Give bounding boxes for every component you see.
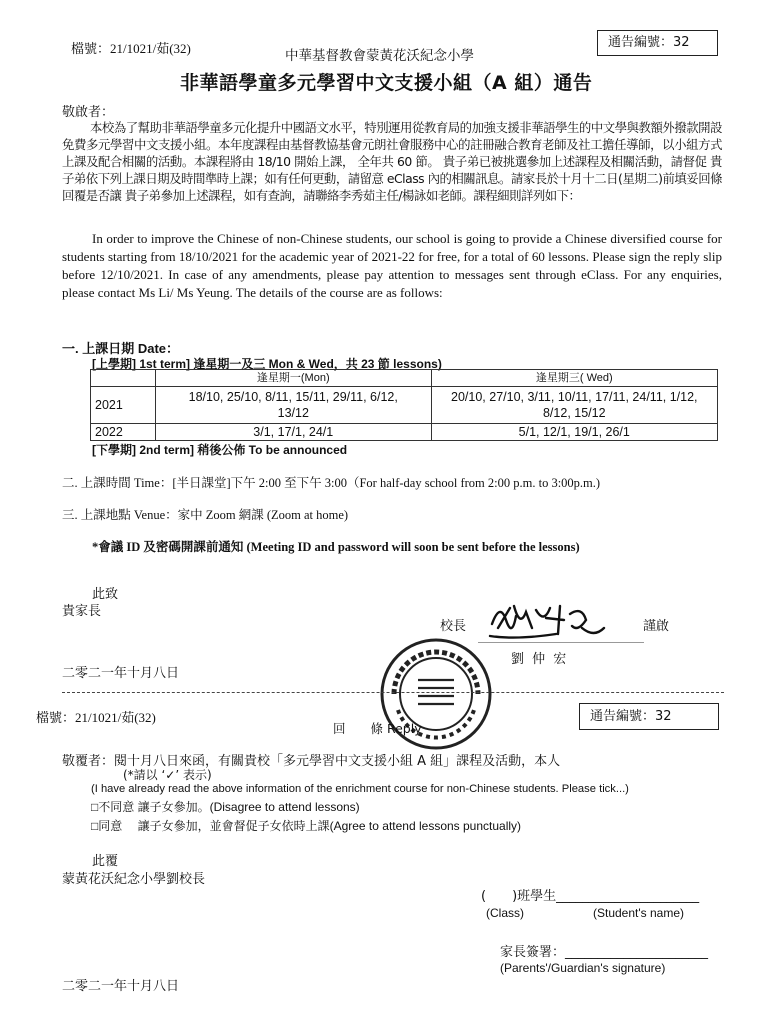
year-cell: 2021 [91,387,156,424]
closing-to-line1: 此致 [92,587,119,602]
parent-signature-field[interactable]: 家長簽署：______________________ [500,945,709,960]
section-3-heading: 三. 上課地點 Venue：家中 Zoom 網課 (Zoom at home) [62,508,349,522]
reply-file-no: 檔號：21/1021/茹(32) [36,710,156,725]
monday-dates-cell: 18/10, 25/10, 8/11, 15/11, 29/11, 6/12, 13/12 [156,387,432,424]
monday-dates-cell: 3/1, 17/1, 24/1 [156,424,432,441]
cut-line [62,692,724,693]
wednesday-dates-cell: 5/1, 12/1, 19/1, 26/1 [431,424,717,441]
english-note: (I have already read the above information of the enrichment course for non-Chinese students. Please tick...) [91,783,629,795]
tick-hint: (*請以 ‘✓’ 表示) [123,768,212,782]
notice-number: 通告編號：32 [608,35,690,50]
closing-to-line2: 貴家長 [62,604,102,619]
checkbox-disagree[interactable]: □不同意 讓子女參加。(Disagree to attend lessons) [91,800,360,814]
schedule-table [90,369,718,441]
parent-signature-label: (Parents'/Guardian's signature) [500,961,666,975]
section-1-heading: 一. 上課日期 Date： [62,341,180,356]
table-row [91,387,718,424]
class-label: (Class) [486,906,524,920]
term-2-line: [下學期] 2nd term] 稍後公佈 To be announced [92,443,348,457]
school-name: 中華基督教會蒙黃花沃紀念小學 [285,48,474,64]
header-file-no: 檔號：21/1021/茹(32) [71,41,191,56]
principal-signature [486,598,608,642]
reply-intro: 敬覆者：閱十月八日來函，有關貴校「多元學習中文支援小組 A 組」課程及活動，本人 [62,754,561,769]
body-english: In order to improve the Chinese of non-Chinese students, our school is going to provide a Chinese diversified course for students starting from 18/10/2021 for the academic year of 2021-22 for free, for a total of 60 lessons. Please sign the reply slip before 12/10/2021. In case of any amendments, please pay attention to messages sent through eClass. For any enquiries, please contact Ms Li/ Ms Yeung. The details of the course are as follows: [62,231,722,300]
monday-column-header: 逢星期一(Mon) [156,370,432,387]
checkbox-agree[interactable]: □同意 讓子女參加，並會督促子女依時上課(Agree to attend lessons punctually) [91,819,522,833]
wednesday-column-header: 逢星期三( Wed) [431,370,717,387]
signature-line [478,642,644,643]
principal-label: 校長 [440,619,467,634]
term-1-line: [上學期] 1st term] 逢星期一及三 Mon & Wed，共 23 節 lessons) [92,357,442,371]
salutation: 敬啟者： [62,105,115,120]
respect-closing: 謹啟 [643,619,670,634]
letter-date: 二零二一年十月八日 [62,666,180,681]
notice-number-box [597,30,718,56]
student-name-label: (Student's name) [593,906,685,920]
class-student-field[interactable]: ( )班學生______________________ [481,889,700,904]
meeting-note: *會議 ID 及密碼開課前通知 (Meeting ID and password will soon be sent before the lessons) [92,540,580,554]
reply-date: 二零二一年十月八日 [62,979,180,994]
notice-title: 非華語學童多元學習中文支援小組（A 組）通告 [180,72,593,94]
body-chinese: 本校為了幫助非華語學童多元化提升中國語文水平，特別運用從教育局的加強支援非華語學生的中文學與教額外撥款開設免費多元學習中文支援小組。本年度課程由基督教協基會元朗社會服務中心的註冊融合教育老師及社工擔任導師，以小組方式上課及配合相關的活動。本課程將由 18/10 開始上課， 全年共 60 節。 貴子弟已被挑選參加上述課程及相關活動，請督促 貴子弟依下列上課日期及時間準時上課；如有任何更動，請留意 eClass 內的相關訊息。請家長於十月十二日(星期二)前填妥回條回覆是否讓 貴子弟參加上述課程，如有查詢，請聯絡李秀茹主任/楊詠如老師。課程細則詳列如下： [62,120,722,203]
reply-closing-1: 此覆 [92,854,119,869]
wednesday-dates-cell: 20/10, 27/10, 3/11, 10/11, 17/11, 24/11, 1/12, 8/12, 15/12 [431,387,717,424]
reply-notice-number: 通告編號：32 [590,709,672,724]
table-year-header [91,370,156,387]
reply-notice-number-box [579,703,719,730]
principal-name: 劉 仲 宏 [511,652,569,667]
reply-closing-2: 蒙黃花沃紀念小學劉校長 [62,872,206,887]
reply-title: 回 條 Reply [333,721,422,736]
year-cell: 2022 [91,424,156,441]
table-row [91,424,718,441]
section-2-heading: 二. 上課時間 Time：[半日課堂]下午 2:00 至下午 3:00（For half-day school from 2:00 p.m. to 3:00p.m.) [62,476,601,490]
table-header-row [91,370,718,387]
